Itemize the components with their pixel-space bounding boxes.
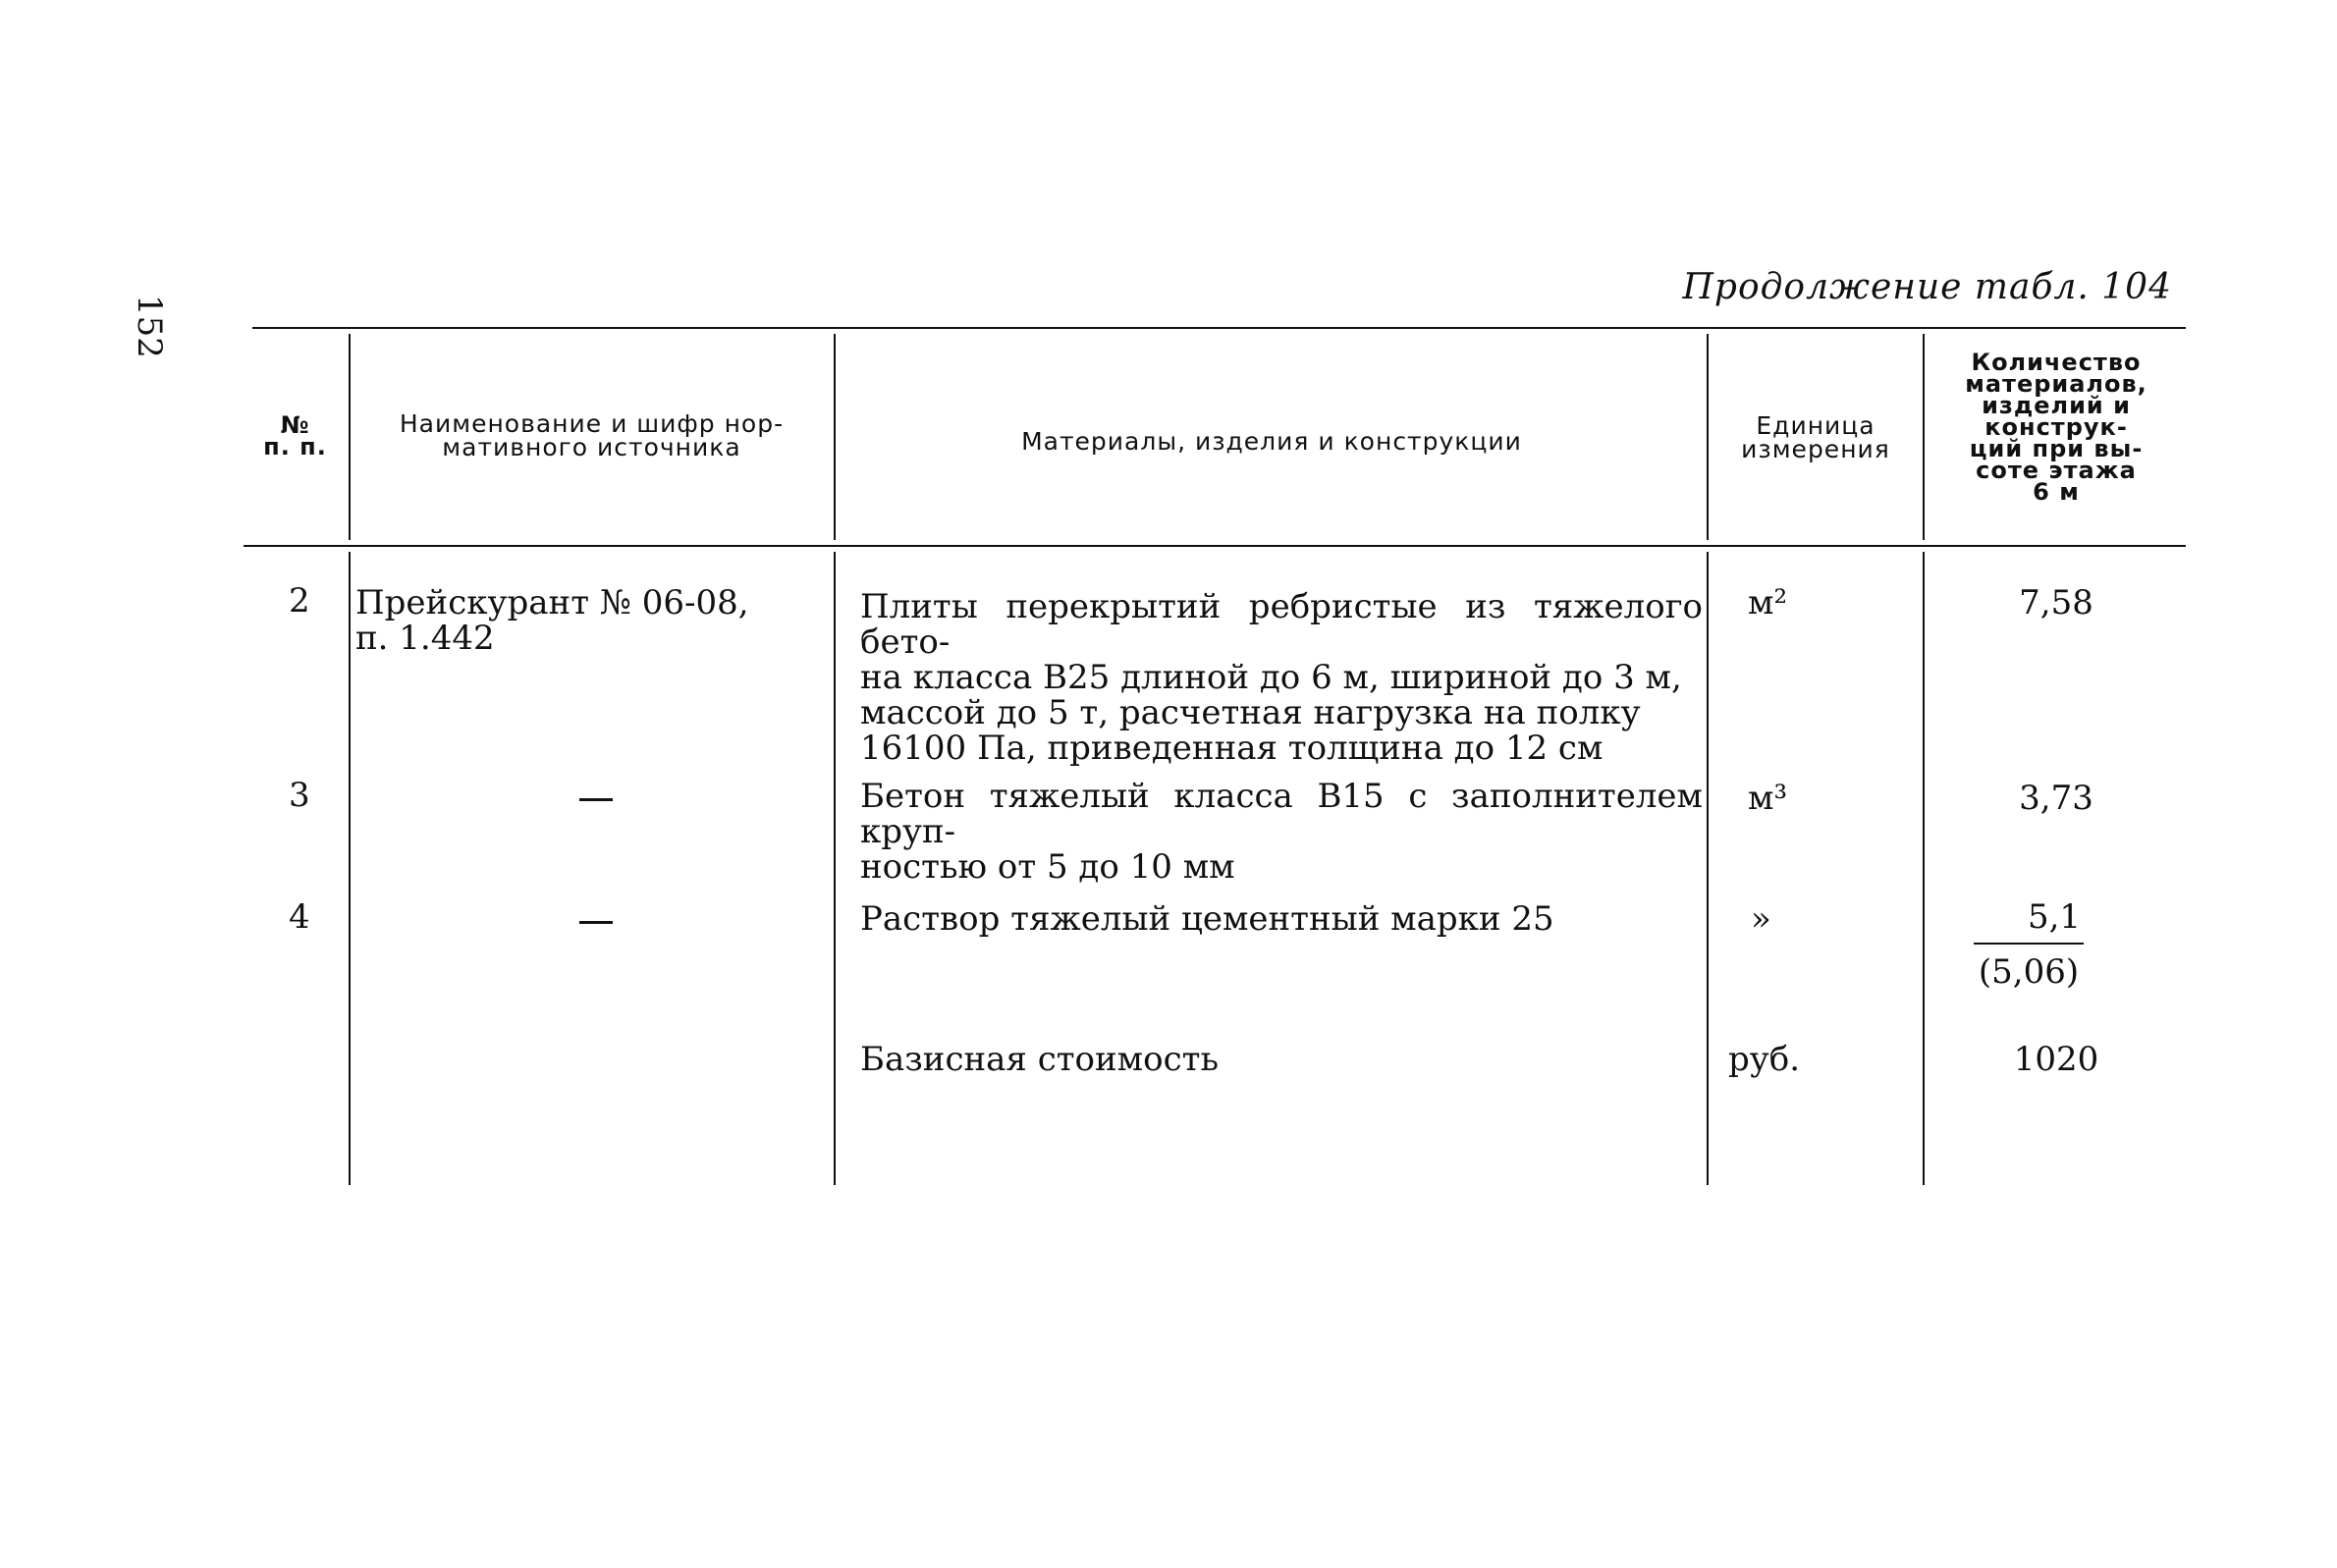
header-materials — [840, 427, 1704, 456]
column-divider-1-body — [349, 552, 351, 1185]
row-number: 2 — [289, 581, 310, 621]
row-number: 3 — [289, 776, 310, 815]
row-material-line: Бетон тяжелый класса В15 с заполнителем круп- — [860, 777, 1703, 851]
row-material-line: массой до 5 т, расчетная нагрузка на полку — [860, 693, 1641, 732]
row-source-line: п. 1.442 — [355, 619, 495, 658]
header-number-line: № — [280, 411, 310, 439]
page-number: 152 — [130, 295, 169, 358]
header-materials-text: Материалы, изделия и конструкции — [1021, 427, 1522, 456]
header-source-line: мативного источника — [442, 433, 741, 461]
row-quantity: 7,58 — [2019, 583, 2093, 622]
row-quantity-denominator: (5,06) — [1978, 952, 2080, 992]
header-quantity-line: соте этажа — [1976, 457, 2137, 484]
row-material — [860, 589, 1703, 766]
row-material-line: Базисная стоимость — [860, 1040, 1219, 1079]
header-quantity — [1927, 349, 2186, 506]
quantity-fraction-bar — [1974, 943, 2084, 945]
header-number — [244, 411, 347, 460]
row-unit: м² — [1748, 583, 1788, 622]
row-unit: руб. — [1728, 1040, 1801, 1079]
column-divider-4-header — [1923, 334, 1925, 540]
row-material-line: на класса В25 длиной до 6 м, шириной до 3 м, — [860, 658, 1682, 697]
column-divider-1-header — [349, 334, 351, 540]
header-unit — [1711, 411, 1921, 463]
header-quantity-line: материалов, — [1965, 370, 2147, 398]
row-quantity-numerator: 5,1 — [2027, 897, 2082, 937]
column-divider-3-body — [1707, 552, 1709, 1185]
column-divider-2-header — [834, 334, 836, 540]
header-source-line: Наименование и шифр нор- — [399, 409, 785, 438]
row-material — [860, 779, 1703, 885]
row-material — [860, 901, 1703, 937]
row-material-line: ностью от 5 до 10 мм — [860, 847, 1235, 887]
row-number: 4 — [289, 897, 310, 937]
header-unit-line: Единица — [1756, 411, 1875, 440]
header-quantity-line: Количество — [1971, 349, 2142, 376]
header-quantity-line: конструк- — [1984, 413, 2128, 441]
row-source-dash — [579, 921, 613, 924]
row-quantity: 3,73 — [2019, 779, 2093, 818]
table-top-rule — [252, 327, 2186, 329]
row-unit: м³ — [1748, 779, 1788, 818]
header-bottom-rule — [244, 545, 2186, 547]
row-quantity: 1020 — [2013, 1040, 2099, 1079]
column-divider-4-body — [1923, 552, 1925, 1185]
header-number-line: п. п. — [263, 433, 327, 460]
row-material-line: 16100 Па, приведенная толщина до 12 см — [860, 729, 1603, 768]
header-quantity-line: ций при вы- — [1969, 435, 2144, 462]
row-source-line: Прейскурант № 06-08, — [355, 583, 749, 622]
row-material-line: Плиты перекрытий ребристые из тяжелого бето- — [860, 587, 1703, 662]
row-material-line: Раствор тяжелый цементный марки 25 — [860, 899, 1554, 939]
row-unit: » — [1751, 899, 1771, 939]
header-quantity-line: изделий и — [1982, 392, 2131, 419]
table-continuation-label: Продолжение табл. 104 — [1682, 267, 2172, 307]
column-divider-3-header — [1707, 334, 1709, 540]
header-quantity-line: 6 м — [2033, 478, 2080, 506]
row-source-dash — [579, 798, 613, 801]
column-divider-2-body — [834, 552, 836, 1185]
header-unit-line: измерения — [1741, 435, 1890, 463]
row-material — [860, 1042, 1703, 1077]
row-source — [355, 585, 827, 656]
header-source — [353, 409, 830, 461]
